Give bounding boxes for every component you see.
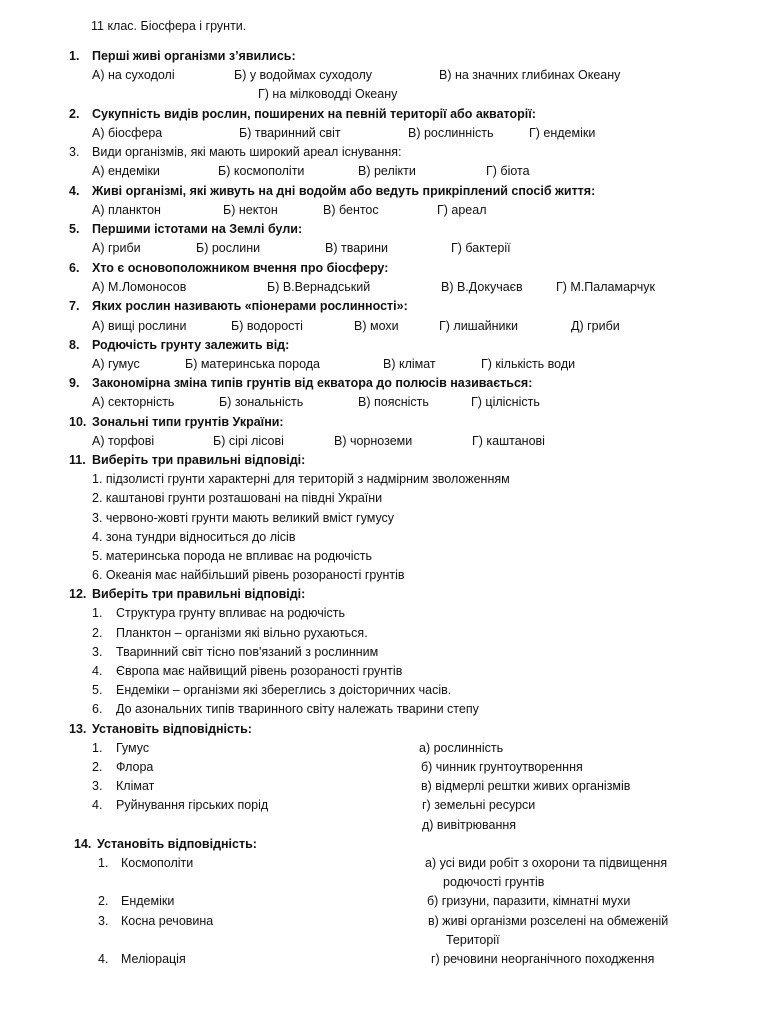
question-13-text: Установіть відповідність: <box>92 722 252 736</box>
question-6-text: Хто є основоположником вчення про біосферу: <box>92 261 389 275</box>
q2-option-d: Г) ендеміки <box>529 126 596 140</box>
q12-statement: Планктон – організми які вільно рухаються. <box>116 626 368 640</box>
q14-left-number: 4. <box>98 952 109 966</box>
question-12-text: Виберіть три правильні відповіді: <box>92 587 306 601</box>
q3-option-a: А) ендеміки <box>92 164 160 178</box>
q4-option-a: А) планктон <box>92 203 161 217</box>
q12-statement-number: 2. <box>92 626 103 640</box>
question-5-number: 5. <box>69 222 80 236</box>
q12-statement: До азональних типів тваринного світу належать тварини степу <box>116 702 479 716</box>
q7-option-c: В) мохи <box>354 319 399 333</box>
q1-option-c: В) на значних глибинах Океану <box>439 68 621 82</box>
q12-statement-number: 4. <box>92 664 103 678</box>
q8-option-d: Г) кількість води <box>481 357 576 371</box>
q13-left-number: 3. <box>92 779 103 793</box>
question-8-number: 8. <box>69 338 80 352</box>
q13-left-item: Клімат <box>116 779 155 793</box>
q12-statement-number: 3. <box>92 645 103 659</box>
q13-left-item: Гумус <box>116 741 150 755</box>
q12-statement-number: 1. <box>92 606 103 620</box>
q8-option-a: А) гумус <box>92 357 140 371</box>
q11-statement: 3. червоно-жовті грунти мають великий вміст гумусу <box>92 511 395 525</box>
q14-left-number: 3. <box>98 914 109 928</box>
question-4-text: Живі організмі, які живуть на дні водойм або ведуть прикріплений спосіб життя: <box>92 184 596 198</box>
q2-option-c: В) рослинність <box>408 126 494 140</box>
q3-option-c: В) релікти <box>358 164 416 178</box>
q14-left-item: Косна речовина <box>121 914 214 928</box>
q14-left-item: Космополіти <box>121 856 194 870</box>
q14-left-number: 1. <box>98 856 109 870</box>
q10-option-b: Б) сірі лісові <box>213 434 284 448</box>
q3-option-d: Г) біота <box>486 164 530 178</box>
question-2-number: 2. <box>69 107 80 121</box>
question-1-number: 1. <box>69 49 80 63</box>
q14-right-item: а) усі види робіт з охорони та підвищення <box>425 856 668 870</box>
q1-option-d: Г) на мілководді Океану <box>258 87 398 101</box>
question-5-text: Першими істотами на Землі були: <box>92 222 303 236</box>
q13-right-item: д) вивітрювання <box>422 818 517 832</box>
q11-statement: 1. підзолисті грунти характерні для територій з надмірним зволоженням <box>92 472 510 486</box>
q2-option-a: А) біосфера <box>92 126 163 140</box>
q7-option-b: Б) водорості <box>231 319 303 333</box>
q14-right-item: в) живі організми розселені на обмеженій <box>428 914 669 928</box>
question-13-number: 13. <box>69 722 87 736</box>
question-6-number: 6. <box>69 261 80 275</box>
q10-option-d: Г) каштанові <box>472 434 545 448</box>
q6-option-d: Г) М.Паламарчук <box>556 280 655 294</box>
question-2-text: Сукупність видів рослин, поширених на певній території або акваторії: <box>92 107 536 121</box>
question-7-text: Яких рослин називають «піонерами рослинності»: <box>92 299 408 313</box>
q9-option-a: А) секторність <box>92 395 175 409</box>
q14-left-number: 2. <box>98 894 109 908</box>
q14-right-item-continued: Території <box>446 933 500 947</box>
q1-option-b: Б) у водоймах суходолу <box>234 68 373 82</box>
q5-option-a: А) гриби <box>92 241 141 255</box>
q14-left-item: Меліорація <box>121 952 186 966</box>
q13-right-item: б) чинник грунтоутворенння <box>421 760 583 774</box>
question-3-text: Види організмів, які мають широкий ареал існування: <box>92 145 402 159</box>
question-14-text: Установіть відповідність: <box>97 837 257 851</box>
q7-option-d: Г) лишайники <box>439 319 518 333</box>
q14-left-item: Ендеміки <box>121 894 175 908</box>
q4-option-d: Г) ареал <box>437 203 487 217</box>
q6-option-a: А) М.Ломоносов <box>92 280 187 294</box>
q14-right-item: г) речовини неорганічного походження <box>431 952 655 966</box>
q8-option-b: Б) материнська порода <box>185 357 321 371</box>
question-10-text: Зональні типи грунтів України: <box>92 415 284 429</box>
question-9-number: 9. <box>69 376 80 390</box>
q7-option-e: Д) гриби <box>571 319 620 333</box>
q12-statement: Європа має найвищий рівень розораності грунтів <box>116 664 403 678</box>
worksheet-header: 11 клас. Біосфера і грунти. <box>91 19 247 33</box>
question-1-text: Перші живі організми з’явились: <box>92 49 296 63</box>
q11-statement: 2. каштанові грунти розташовані на півдні України <box>92 491 383 505</box>
q14-right-item: б) гризуни, паразити, кімнатні мухи <box>427 894 631 908</box>
q12-statement: Структура грунту впливає на родючість <box>116 606 346 620</box>
q11-statement: 4. зона тундри відноситься до лісів <box>92 530 296 544</box>
question-9-text: Закономірна зміна типів грунтів від екватора до полюсів називається: <box>92 376 533 390</box>
q5-option-c: В) тварини <box>325 241 388 255</box>
q4-option-c: В) бентос <box>323 203 379 217</box>
q13-left-number: 2. <box>92 760 103 774</box>
q9-option-c: В) поясність <box>358 395 429 409</box>
question-4-number: 4. <box>69 184 80 198</box>
question-14-number: 14. <box>74 837 92 851</box>
q6-option-c: В) В.Докучаєв <box>441 280 523 294</box>
q12-statement-number: 6. <box>92 702 103 716</box>
q6-option-b: Б) В.Вернадський <box>267 280 371 294</box>
question-3-number: 3. <box>69 145 80 159</box>
q13-left-number: 1. <box>92 741 103 755</box>
q8-option-c: В) клімат <box>383 357 436 371</box>
q12-statement: Ендеміки – організми які збереглись з доісторичних часів. <box>116 683 452 697</box>
q3-option-b: Б) космополіти <box>218 164 305 178</box>
q14-right-item-continued: родючості грунтів <box>443 875 545 889</box>
q9-option-b: Б) зональність <box>219 395 304 409</box>
q5-option-d: Г) бактерії <box>451 241 511 255</box>
q10-option-a: А) торфові <box>92 434 155 448</box>
q10-option-c: В) чорноземи <box>334 434 413 448</box>
q12-statement: Тваринний світ тісно пов'язаний з рослинним <box>116 645 379 659</box>
q13-left-item: Руйнування гірських порід <box>116 798 269 812</box>
q5-option-b: Б) рослини <box>196 241 261 255</box>
q13-left-item: Флора <box>116 760 154 774</box>
q9-option-d: Г) цілісність <box>471 395 540 409</box>
q13-right-item: а) рослинність <box>419 741 504 755</box>
q13-left-number: 4. <box>92 798 103 812</box>
q2-option-b: Б) тваринний світ <box>239 126 341 140</box>
question-11-number: 11. <box>69 453 86 467</box>
question-10-number: 10. <box>69 415 87 429</box>
q4-option-b: Б) нектон <box>223 203 278 217</box>
question-8-text: Родючість грунту залежить від: <box>92 338 290 352</box>
q1-option-a: А) на суходолі <box>92 68 175 82</box>
q11-statement: 6. Океанія має найбільший рівень розораності грунтів <box>92 568 405 582</box>
q13-right-item: г) земельні ресурси <box>422 798 536 812</box>
question-11-text: Виберіть три правильні відповіді: <box>92 453 306 467</box>
question-7-number: 7. <box>69 299 80 313</box>
q11-statement: 5. материнська порода не впливає на родючість <box>92 549 372 563</box>
question-12-number: 12. <box>69 587 87 601</box>
q13-right-item: в) відмерлі рештки живих організмів <box>421 779 631 793</box>
q12-statement-number: 5. <box>92 683 103 697</box>
q7-option-a: А) вищі рослини <box>92 319 187 333</box>
